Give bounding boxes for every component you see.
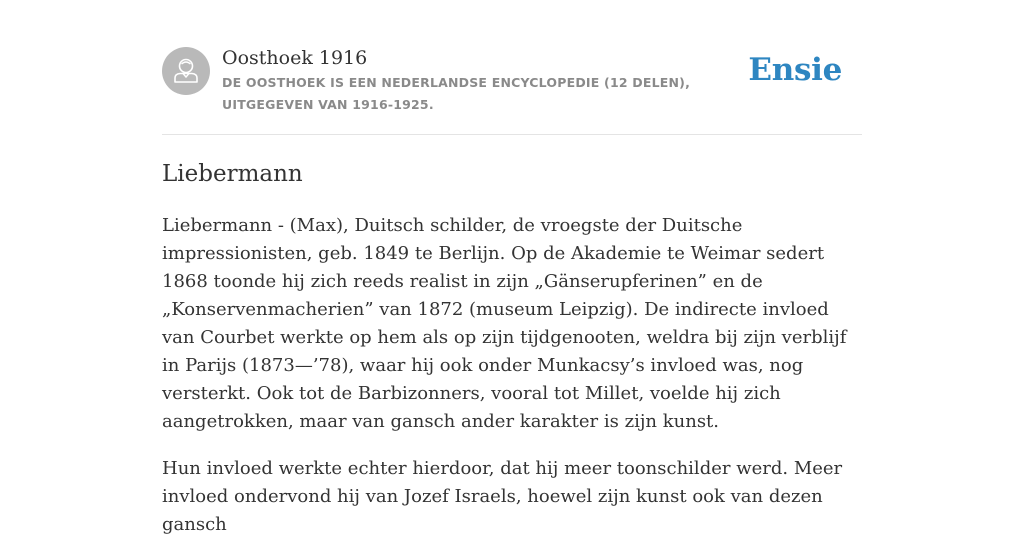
ensie-logo-link[interactable]: Ensie bbox=[748, 52, 842, 88]
article-paragraph: Hun invloed werkte echter hierdoor, dat hij meer toonschilder werd. Meer invloed ondervond hij van Jozef Israels, hoewel zijn kunst ook van dezen gansch bbox=[162, 458, 843, 535]
article-body bbox=[162, 212, 862, 558]
article-paragraph: Liebermann - (Max), Duitsch schilder, de vroegste der Duitsche impressionisten, geb. 1849 te Berlijn. Op de Akademie te Weimar sedert 1868 toonde hij zich reeds realist in zijn „Gänserupferinen” en de „Konservenmacherien” van 1872 (museum Leipzig). De indirecte invloed van Courbet werkte op hem als op zijn tijdgenooten, weldra bij zijn verblijf in Parijs (1873—’78), waar hij ook onder Munkacsy’s invloed was, nog versterkt. Ook tot de Barbizonners, vooral tot Millet, voelde hij zich aangetrokken, maar van gansch ander karakter is zijn kunst. bbox=[162, 215, 847, 432]
source-description: DE OOSTHOEK IS EEN NEDERLANDSE ENCYCLOPEDIE (12 DELEN), UITGEGEVEN VAN 1916-1925. bbox=[222, 75, 691, 112]
source-title[interactable]: Oosthoek 1916 bbox=[222, 47, 368, 69]
user-icon bbox=[162, 47, 210, 95]
content-container bbox=[162, 0, 862, 535]
source-header bbox=[162, 0, 862, 135]
avatar[interactable] bbox=[162, 47, 210, 95]
article-title: Liebermann bbox=[162, 161, 303, 187]
